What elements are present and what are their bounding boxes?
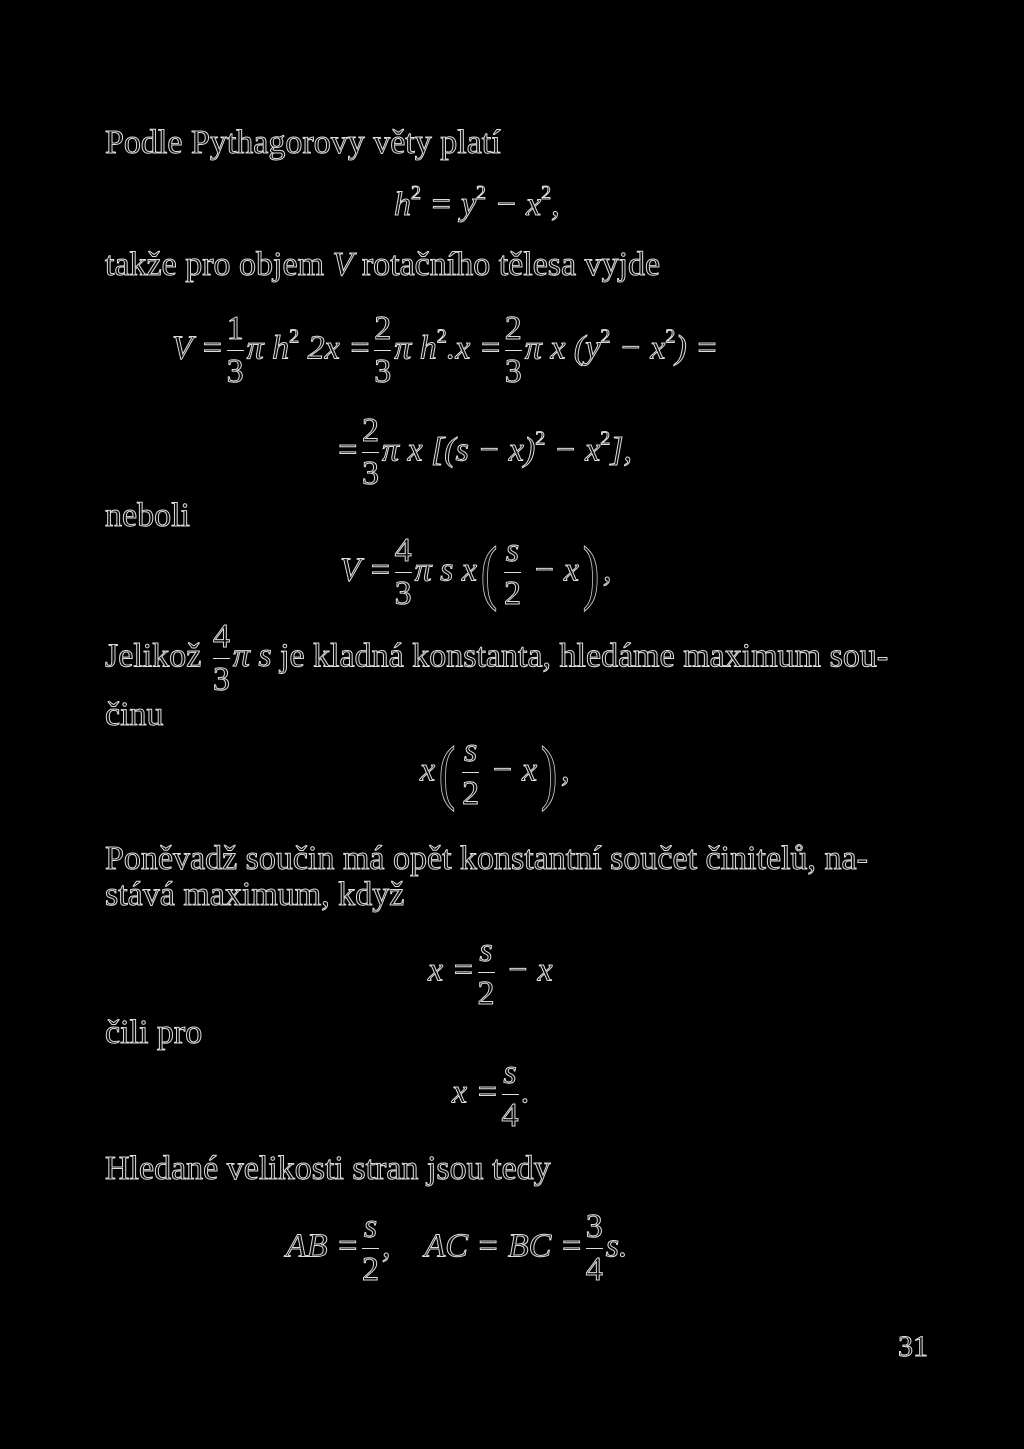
page-number: 31 [898,1330,928,1363]
paragraph-sides: Hledané velikosti stran jsou tedy [105,1150,551,1187]
equation-product: x( $\frac{s}{2}$ − x) , [420,731,570,812]
paragraph-maximum-1: Poněvadž součin má opět konstantní součet činitelů, na- [105,840,868,877]
paragraph-cinu: činu [105,696,164,733]
equation-volume-final: V = $\frac{4}{3}$ π s x( $\frac{s}{2}$ − x) , [340,531,612,612]
equation-pythagoras: $h^2 = y^2 - x^2$, [394,182,560,223]
equation-volume-substituted: = $\frac{2}{3}$ π x $[(s - x)^2 - x^2]$, [336,412,632,492]
equation-maximum-condition: x = $\frac{s}{2}$ − x [428,932,553,1012]
paragraph-neboli: neboli [105,497,190,534]
equation-side-lengths: AB = $\frac{s}{2}$ , AC = BC = $\frac{3}{4}$ s. [286,1208,628,1288]
equation-x-solution: x = $\frac{s}{4}$ . [452,1054,531,1134]
paragraph-maximum-2: stává maximum, když [105,876,405,913]
equation-volume-expansion: V = $\frac{1}{3}$ π $h^2$ 2x = $\frac{2}{3}$ π $h^2.x$ = $\frac{2}{3}$ π x $(y^2 - x^2)$ = [172,310,719,390]
paragraph-volume: takže pro objem V rotačního tělesa vyjde [105,246,661,283]
paragraph-pythagoras: Podle Pythagorovy věty platí [105,124,501,161]
paragraph-constant: Jelikož $\frac{4}{3}$ π s je kladná konstanta, hledáme maximum sou- [105,618,889,698]
paragraph-cili-pro: čili pro [105,1014,203,1051]
